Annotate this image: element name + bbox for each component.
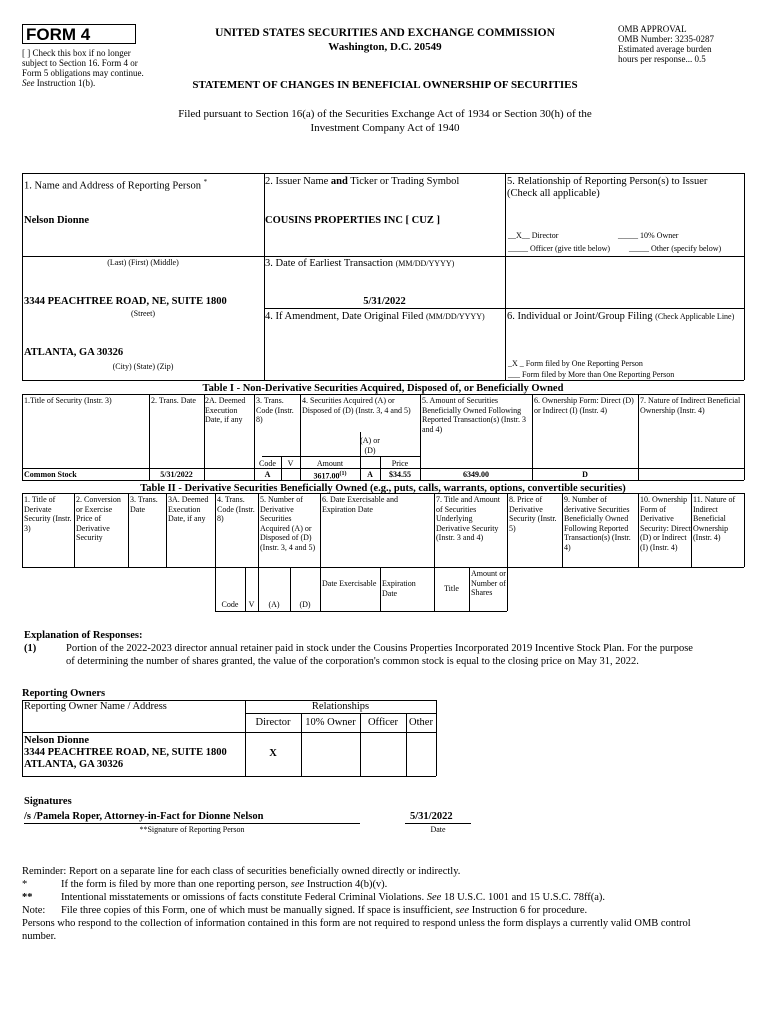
table2-sub-expiration: Expiration Date	[382, 579, 416, 598]
filing-option-one: _X _ Form filed by One Reporting Person	[508, 359, 643, 368]
earliest-transaction-date: 5/31/2022	[363, 296, 406, 307]
reporting-person-street: 3344 PEACHTREE ROAD, NE, SUITE 1800	[24, 296, 227, 307]
filed-pursuant-line-1: Filed pursuant to Section 16(a) of the Securities Exchange Act of 1934 or Section 30(h) of the	[178, 108, 592, 120]
table2-col8-header: 8. Price of Derivative Security (Instr. 5)	[509, 495, 557, 533]
box3-hint: (MM/DD/YYYY)	[395, 259, 455, 268]
box4-label-text: 4. If Amendment, Date Original Filed	[265, 311, 424, 322]
relationship-director: __X__ Director	[508, 231, 559, 240]
table1-col1-header: 1.Title of Security (Instr. 3)	[24, 396, 112, 405]
table1-sub-v: V	[287, 459, 294, 468]
date-caption: Date	[430, 825, 446, 834]
signature-caption: **Signature of Reporting Person	[139, 825, 245, 834]
filed-pursuant-line-2: Investment Company Act of 1940	[310, 122, 460, 134]
table2-sub-a: (A)	[268, 600, 280, 609]
owners-col-other: Other	[409, 717, 433, 728]
omb-line-1: OMB APPROVAL	[618, 24, 687, 34]
table1-price: $34.55	[389, 470, 411, 479]
owners-col-ten-percent: 10% Owner	[305, 717, 356, 728]
filing-option-more: ___ Form filed by More than One Reporting Person	[508, 370, 675, 379]
table1-owned-following: 6349.00	[463, 470, 489, 479]
explanation-line-2: of determining the number of shares granted, the value of the corporation's common stock is equal to the closing price on May 31, 2022.	[66, 656, 639, 667]
relationship-other: _____ Other (specify below)	[629, 244, 722, 253]
table2-sub-amount: Amount or Number of Shares	[471, 569, 506, 597]
omb-line-2: OMB Number: 3235-0287	[618, 34, 714, 44]
box1-label	[24, 176, 207, 193]
table2-col3-header: 3. Trans. Date	[130, 495, 158, 514]
box5-label-2: (Check all applicable)	[507, 188, 600, 199]
owner-street: 3344 PEACHTREE ROAD, NE, SUITE 1800	[24, 747, 227, 758]
omb-approval	[618, 24, 758, 64]
footnote-dstar-a: Intentional misstatements or omissions of facts constitute Federal Criminal Violations.	[61, 892, 425, 903]
table2-col11-header: 11. Nature of Indirect Beneficial Ownership (Instr. 4)	[693, 495, 736, 542]
owner-name: Nelson Dionne	[24, 735, 90, 746]
table2-sub-code: Code	[221, 600, 239, 609]
table2-col7-header: 7. Title and Amount of Securities Underlying Derivative Security (Instr. 3 and 4)	[436, 495, 501, 542]
box2-label	[265, 176, 459, 188]
table2-sub-date-exercisable: Date Exercisable	[322, 579, 377, 588]
table1-amount	[300, 470, 360, 481]
box4-label	[265, 311, 485, 323]
footnote-double-star-text	[61, 892, 605, 904]
reporting-owners-title: Reporting Owners	[22, 688, 106, 699]
form-title: FORM 4	[22, 24, 136, 44]
omb-line-3: Estimated average burden	[618, 44, 712, 54]
table2-col2-header: 2. Conversion or Exercise Price of Derivative Security	[76, 495, 121, 542]
table1-col7-header: 7. Nature of Indirect Beneficial Ownership (Instr. 4)	[640, 396, 741, 415]
reminder-text: Reminder: Report on a separate line for each class of securities beneficially owned directly or indirectly.	[22, 866, 461, 877]
signatures-title: Signatures	[24, 796, 72, 807]
table2-col4-header: 4. Trans. Code (Instr. 8)	[217, 495, 255, 523]
box4-hint: (MM/DD/YYYY)	[425, 312, 485, 321]
note-b: Instruction 6 for procedure.	[471, 905, 588, 916]
note-label: Note:	[22, 905, 46, 916]
table2-col5-header: 5. Number of Derivative Securities Acquired (A) or Disposed of (D) (Instr. 3, 4 and 5)	[260, 495, 316, 552]
box5-label	[507, 176, 743, 200]
table1-col3-header: 3. Trans. Code (Instr. 8)	[256, 396, 294, 424]
signature-date: 5/31/2022	[410, 811, 453, 822]
agency-name: UNITED STATES SECURITIES AND EXCHANGE COMMISSION	[215, 27, 555, 39]
table1-sub-code: Code	[259, 459, 276, 468]
table1-sub-ad: (A) or (D)	[360, 436, 380, 455]
footnote-star-see: see	[290, 879, 305, 890]
table1-col2-header: 2. Trans. Date	[151, 396, 196, 405]
footnote-dstar-b: 18 U.S.C. 1001 and 15 U.S.C. 78ff(a).	[443, 892, 606, 903]
footnote-star-a: If the form is filed by more than one reporting person,	[61, 879, 289, 890]
note-text	[61, 905, 587, 917]
footnote-star-b: Instruction 4(b)(v).	[306, 879, 388, 890]
instruction-ref: Instruction 1(b).	[36, 78, 96, 88]
agency-city: Washington, D.C. 20549	[328, 41, 442, 53]
box3-label-text: 3. Date of Earliest Transaction	[265, 258, 394, 269]
table2-col6-header: 6. Date Exercisable and Expiration Date	[322, 495, 398, 514]
footnote-star: *	[22, 879, 28, 890]
owners-col-officer: Officer	[367, 717, 399, 728]
owner-city: ATLANTA, GA 30326	[24, 759, 124, 770]
reporting-person-city: ATLANTA, GA 30326	[24, 347, 124, 358]
no-longer-subject-text: [ ] Check this box if no longer subject to Section 16. Form 4 or Form 5 obligations may continue.	[22, 48, 144, 78]
explanation-footnote-number: (1)	[24, 643, 37, 654]
persons-respond-line-1: Persons who respond to the collection of information contained in this form are not required to respond unless the form displays a currently valid OMB control	[22, 918, 691, 929]
box2-label-and: and	[330, 176, 348, 187]
relationship-officer: _____ Officer (give title below)	[508, 244, 611, 253]
table2-title: Table II - Derivative Securities Beneficially Owned (e.g., puts, calls, warrants, options, convertible securities)	[140, 483, 626, 494]
table2-sub-title: Title	[444, 584, 459, 593]
owner-address-block	[24, 735, 244, 771]
box3-label	[265, 258, 454, 270]
table1-trans-date: 5/31/2022	[160, 470, 193, 479]
note-see: see	[455, 905, 470, 916]
statement-title: STATEMENT OF CHANGES IN BENEFICIAL OWNERSHIP OF SECURITIES	[192, 79, 578, 91]
table1-ownership-form: D	[582, 470, 588, 479]
name-hint: (Last) (First) (Middle)	[107, 258, 179, 267]
footnote-dstar-see: See	[426, 892, 442, 903]
table1-sub-amount: Amount	[316, 459, 344, 468]
table1-col5-header: 5. Amount of Securities Beneficially Owned Following Reported Transaction(s) (Instr. 3 and 4)	[422, 396, 526, 434]
table1-sub-price: Price	[391, 459, 409, 468]
explanation-title: Explanation of Responses:	[24, 630, 143, 641]
box2-label-a: 2. Issuer Name	[265, 176, 329, 187]
table2-col1-header: 1. Title of Derivate Security (Instr. 3)	[24, 495, 72, 533]
box2-label-b: Ticker or Trading Symbol	[350, 176, 460, 187]
box5-label-1: 5. Relationship of Reporting Person(s) to Issuer	[507, 176, 708, 187]
table2-col9-header: 9. Number of derivative Securities Beneficially Owned Following Reported Transaction(s) (Instr. 4)	[564, 495, 631, 552]
box6-label-text: 6. Individual or Joint/Group Filing	[507, 311, 653, 322]
reporting-person-name: Nelson Dionne	[24, 215, 90, 226]
table2-sub-v: V	[248, 600, 255, 609]
relationship-ten-percent: _____ 10% Owner	[618, 231, 679, 240]
table1-ad: A	[367, 470, 373, 479]
table1-trans-code: A	[264, 470, 271, 479]
table1-title: Table I - Non-Derivative Securities Acquired, Disposed of, or Beneficially Owned	[202, 383, 564, 394]
table1-col2a-header: 2A. Deemed Execution Date, if any	[205, 396, 246, 424]
omb-line-4: hours per response... 0.5	[618, 54, 706, 64]
explanation-line-1: Portion of the 2022-2023 director annual retainer paid in stock under the Cousins Properties Incorporated 2019 Incentive Stock Plan. For the purpose	[66, 643, 693, 654]
see-word: See	[22, 78, 35, 88]
table2-sub-d: (D)	[299, 600, 311, 609]
footnote-star-text	[61, 879, 387, 891]
table1-col6-header: 6. Ownership Form: Direct (D) or Indirect (I) (Instr. 4)	[534, 396, 634, 415]
city-hint: (City) (State) (Zip)	[112, 362, 174, 371]
box1-label-mark: *	[203, 178, 208, 186]
note-a: File three copies of this Form, one of which must be manually signed. If space is insufficient,	[61, 905, 454, 916]
table2-col10-header: 10. Ownership Form of Derivative Security: Direct (D) or Indirect (I) (Instr. 4)	[640, 495, 691, 552]
street-hint: (Street)	[131, 309, 155, 318]
signer-name: /s /Pamela Roper, Attorney-in-Fact for Dionne Nelson	[24, 811, 264, 822]
owners-col-name: Reporting Owner Name / Address	[24, 701, 167, 712]
owners-col-director: Director	[255, 717, 291, 728]
table1-amount-value: 3617.00	[313, 471, 340, 481]
owners-col-relationships: Relationships	[311, 701, 370, 712]
persons-respond-line-2: number.	[22, 931, 57, 942]
box6-hint: (Check Applicable Line)	[655, 312, 735, 321]
no-longer-subject-note	[22, 48, 150, 88]
box6-label	[507, 311, 743, 323]
table1-security-title: Common Stock	[24, 470, 77, 479]
issuer-name: COUSINS PROPERTIES INC [ CUZ ]	[265, 215, 440, 226]
footnote-double-star: **	[22, 892, 33, 903]
table2-col3a-header: 3A. Deemed Execution Date, if any	[168, 495, 209, 523]
table1-col4-header: 4. Securities Acquired (A) or Disposed of (D) (Instr. 3, 4 and 5)	[302, 396, 411, 415]
box1-label-text: 1. Name and Address of Reporting Person	[24, 180, 202, 192]
owner-director-mark: X	[269, 748, 277, 759]
table1-amount-note: (1)	[339, 471, 347, 477]
